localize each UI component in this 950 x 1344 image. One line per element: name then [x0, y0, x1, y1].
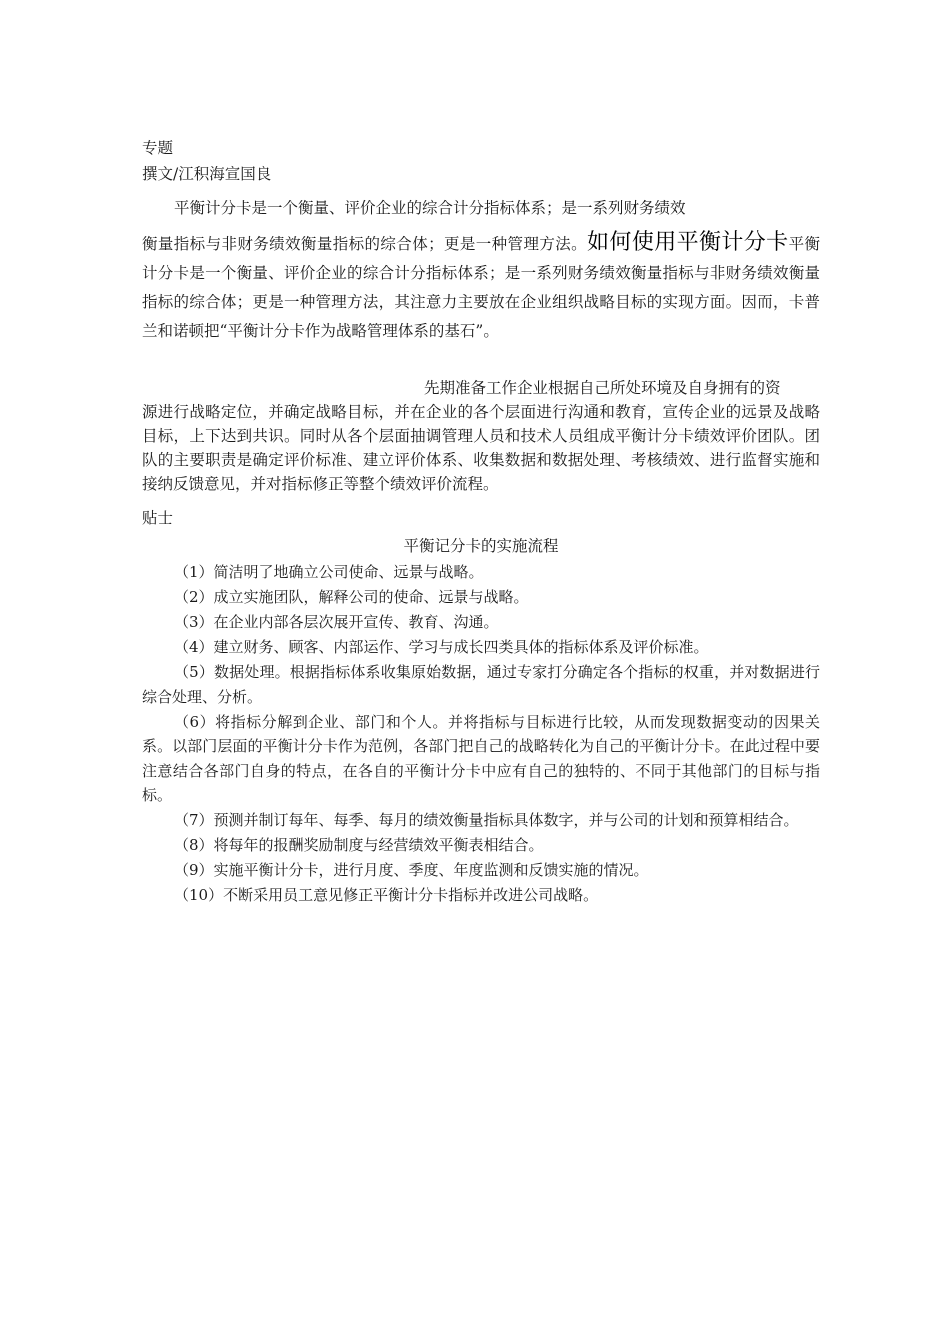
list-item: （3）在企业内部各层次展开宣传、教育、沟通。: [174, 613, 499, 631]
process-title: 平衡记分卡的实施流程: [403, 537, 559, 555]
tips-label: 贴士: [142, 509, 174, 527]
topic-label: 专题: [142, 139, 174, 157]
list-item: （6）将指标分解到企业、部门和个人。并将指标与目标进行比较，从而发现数据变动的因果关系。以部门层面的平衡计分卡作为范例，各部门把自己的战略转化为自己的平衡计分卡。在此过程中要注意结合各部门自身的特点，在各自的平衡计分卡中应有自己的独特的、不同于其他部门的目标与指标。: [142, 712, 820, 804]
intro-paragraph: [142, 228, 820, 346]
process-steps-list: [142, 560, 820, 908]
prep-paragraph: [142, 376, 820, 496]
byline: 撰文/江积海宣国良: [142, 165, 272, 183]
list-item: （2）成立实施团队，解释公司的使命、远景与战略。: [174, 588, 529, 606]
list-item: （4）建立财务、顾客、内部运作、学习与成长四类具体的指标体系及评价标准。: [174, 638, 709, 656]
list-item: （1）简洁明了地确立公司使命、远景与战略。: [174, 563, 484, 581]
list-item: （9）实施平衡计分卡，进行月度、季度、年度监测和反馈实施的情况。: [174, 861, 649, 879]
intro-paragraph-first-line: 平衡计分卡是一个衡量、评价企业的综合计分指标体系；是一系列财务绩效: [174, 199, 686, 217]
intro-paragraph-rest: 平衡计分卡是一个衡量、评价企业的综合计分指标体系；是一系列财务绩效衡量指标与非财务绩效衡量指标的综合体；更是一种管理方法，其注意力主要放在企业组织战略目标的实现方面。因而，卡普兰和诺顿把“平衡计分卡作为战略管理体系的基石”。: [142, 235, 820, 340]
list-item: （10）不断采用员工意见修正平衡计分卡指标并改进公司战略。: [174, 886, 599, 904]
prep-paragraph-lead: 先期准备工作企业根据自己所处环境及自身拥有的资: [424, 379, 781, 397]
prep-paragraph-body: 源进行战略定位，并确定战略目标，并在企业的各个层面进行沟通和教育，宣传企业的远景及战略目标，上下达到共识。同时从各个层面抽调管理人员和技术人员组成平衡计分卡绩效评价团队。团队的主要职责是确定评价标准、建立评价体系、收集数据和数据处理、考核绩效、进行监督实施和接纳反馈意见，并对指标修正等整个绩效评价流程。: [142, 403, 820, 493]
intro-paragraph-start: 衡量指标与非财务绩效衡量指标的综合体；更是一种管理方法。: [142, 235, 588, 253]
list-item: （7）预测并制订每年、每季、每月的绩效衡量指标具体数字，并与公司的计划和预算相结合。: [174, 811, 799, 829]
list-item: （8）将每年的报酬奖励制度与经营绩效平衡表相结合。: [174, 836, 544, 854]
section-heading: 如何使用平衡计分卡: [587, 230, 789, 255]
list-item: （5）数据处理。根据指标体系收集原始数据，通过专家打分确定各个指标的权重，并对数据进行综合处理、分析。: [142, 663, 820, 706]
